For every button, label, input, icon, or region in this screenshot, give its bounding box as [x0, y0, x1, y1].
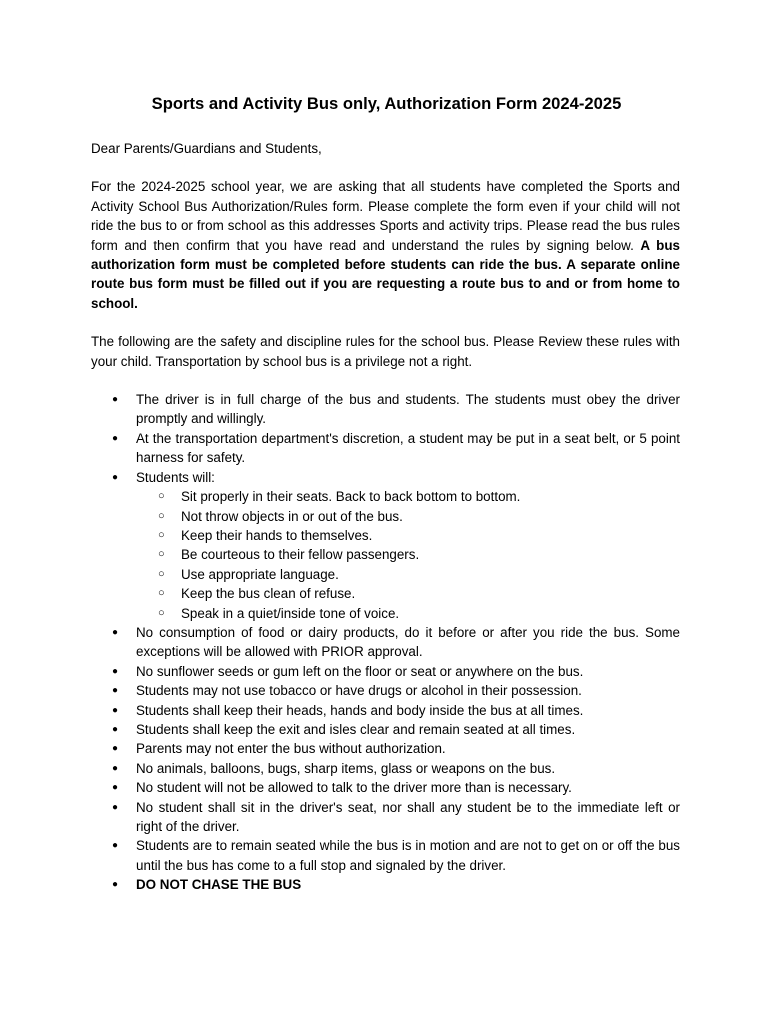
sub-rule-item: ○ Use appropriate language.	[136, 565, 680, 584]
rule-item: ● No sunflower seeds or gum left on the floor or seat or anywhere on the bus.	[91, 662, 680, 681]
rule-item: ● No consumption of food or dairy products, do it before or after you ride the bus. Some exceptions will be allowed with PRIOR approval.	[91, 623, 680, 662]
rule-item: ● No animals, balloons, bugs, sharp items, glass or weapons on the bus.	[91, 759, 680, 778]
intro-text: For the 2024-2025 school year, we are asking that all students have completed the Sports and Activity School Bus Authorization/Rules form. Please complete the form even if your child will not ride the bus to or from school as this addresses Sports and activity trips. Please read the bus rules form and then confirm that you have read and understand the rules by signing below.	[91, 179, 680, 253]
rule-item: ● At the transportation department's discretion, a student may be put in a seat belt, or 5 point harness for safety.	[91, 429, 680, 468]
rule-item: ● No student will not be allowed to talk to the driver more than is necessary.	[91, 778, 680, 797]
rule-item: ● The driver is in full charge of the bus and students. The students must obey the driver promptly and willingly.	[91, 390, 680, 429]
intro-paragraph	[91, 177, 680, 313]
sub-rule-item: ○ Keep the bus clean of refuse.	[136, 584, 680, 603]
rule-item: ● Students shall keep their heads, hands and body inside the bus at all times.	[91, 701, 680, 720]
sub-rule-item: ○ Be courteous to their fellow passengers.	[136, 545, 680, 564]
rule-item-students-will	[91, 468, 680, 623]
sub-rule-item: ○ Speak in a quiet/inside tone of voice.	[136, 604, 680, 623]
rule-item: ● Parents may not enter the bus without authorization.	[91, 739, 680, 758]
rule-item: ● Students are to remain seated while the bus is in motion and are not to get on or off the bus until the bus has come to a full stop and signaled by the driver.	[91, 836, 680, 875]
document-body	[91, 93, 680, 895]
document-title: Sports and Activity Bus only, Authorization Form 2024-2025	[151, 94, 622, 113]
rule-item: ● Students shall keep the exit and isles clear and remain seated at all times.	[91, 720, 680, 739]
sub-rule-item: ○ Not throw objects in or out of the bus.	[136, 507, 680, 526]
sub-rule-item: ○ Keep their hands to themselves.	[136, 526, 680, 545]
sub-rule-item: ○ Sit properly in their seats. Back to back bottom to bottom.	[136, 487, 680, 506]
intro-bold-text: A bus authorization form must be completed before students can ride the bus. A separate online route bus form must be filled out if you are requesting a route bus to and or from home to school.	[91, 237, 680, 311]
rules-list	[91, 390, 680, 895]
rules-intro-paragraph: The following are the safety and discipline rules for the school bus. Please Review these rules with your child. Transportation by school bus is a privilege not a right.	[91, 334, 680, 369]
students-will-sublist	[136, 487, 680, 623]
rule-item: ● No student shall sit in the driver's seat, nor shall any student be to the immediate left or right of the driver.	[91, 798, 680, 837]
rule-item-do-not-chase: ● DO NOT CHASE THE BUS	[91, 875, 680, 894]
rule-item: ● Students may not use tobacco or have drugs or alcohol in their possession.	[91, 681, 680, 700]
salutation: Dear Parents/Guardians and Students,	[91, 141, 322, 156]
rule-item-label: Students will:	[136, 469, 215, 485]
